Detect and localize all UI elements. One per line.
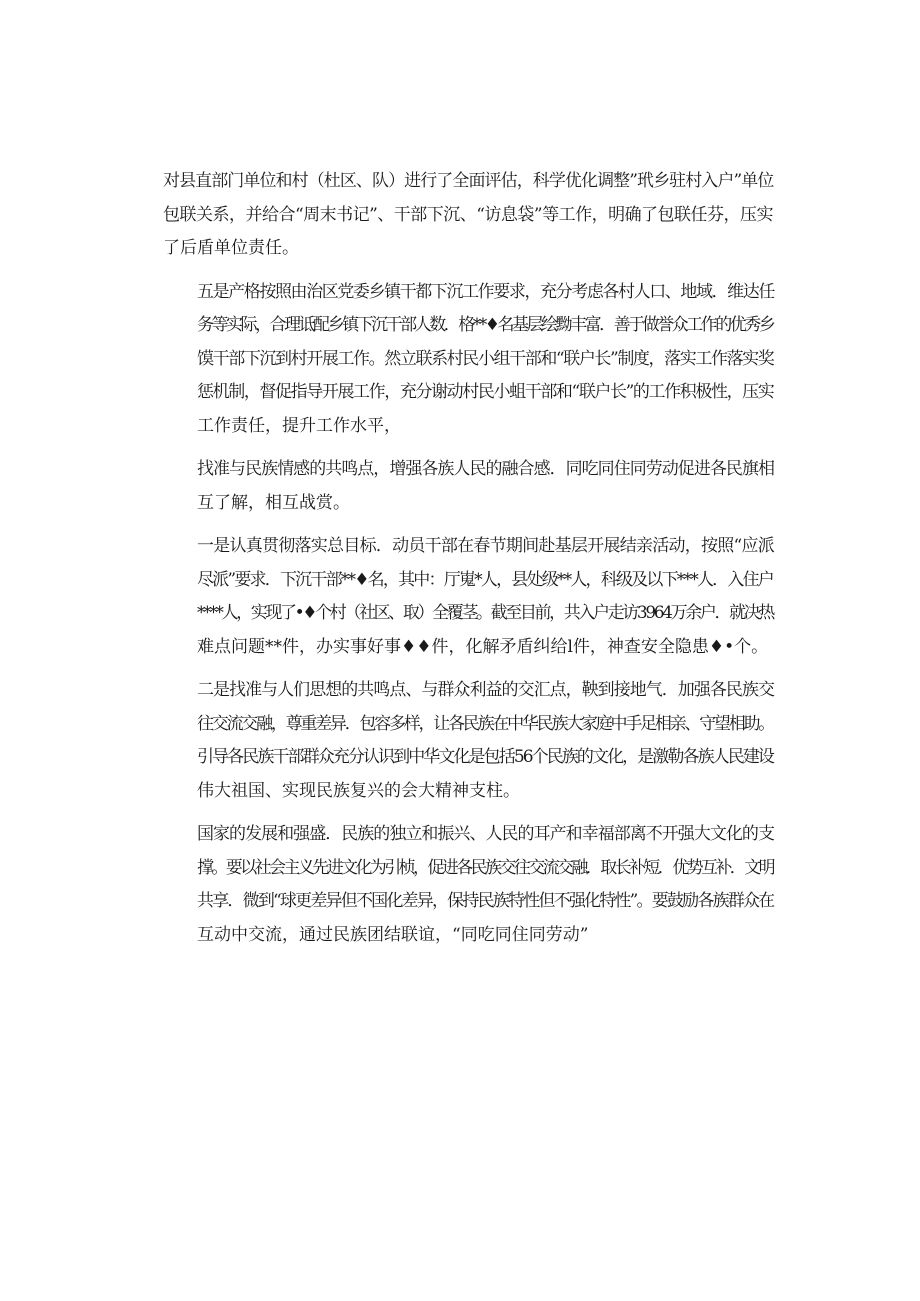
paragraph-line: 二是找准与人们思想的共鸣点、与群众利益的交汇点，鞅到接地气．加强各民族交 [197, 680, 773, 700]
paragraph-line: 互动中交流，通过民族团结联谊，“同吃同住同劳动” [197, 924, 589, 945]
paragraph-line: 了后盾单位责任。 [163, 238, 299, 258]
paragraph-line: 共享．微到“球更差异但不国化差异，保持民族特性但不强化特性”。要鼓励各族群众在 [197, 891, 774, 911]
body-paragraph [163, 530, 773, 664]
paragraph-line: 馍干部下沉到村开展工作。然立联系村民小组干部和“联户长”制度，落实工作落实奖 [197, 348, 774, 369]
body-paragraph [163, 818, 773, 952]
paragraph-line: 国家的发展和强盛．民族的独立和振兴、人民的耳产和幸福部离不开强大文化的支 [197, 824, 773, 844]
body-paragraph [163, 674, 773, 808]
paragraph-line: 五是产格按照由治区党委乡镇干都下沉工作要求，充分考虑各村人口、地域．维达任 [197, 281, 773, 302]
paragraph-line: 惩机制，督促指导开展工作，充分谢动村民小蛆干部和“联户长”的工作积极性，压实 [197, 382, 774, 402]
paragraph-line: 一是认真贯彻落实总目标．动员干部在春节期间赴基层开展结亲活动，按照“应派 [197, 536, 773, 556]
paragraph-line: 难点问题**件，办实事好事♦♦件，化解矛盾纠给l件，神查安全隐患♦•个。 [197, 636, 769, 657]
paragraph-line: 找准与民族情感的共鸣点，增强各族人民的融合感．同吃同住同劳动促进各民旗相 [197, 459, 773, 479]
document-page [163, 165, 773, 962]
body-paragraph [163, 453, 773, 520]
paragraph-line: 包联关系，并给合“周末书记”、干部下沉、“访息袋”等工作，明确了包联任芬，压实 [163, 204, 773, 225]
paragraph-line: 尽派”要求．下沉干部**♦名，其中：厅嵬*人，县处级**人，科级及以下***人．入住户 [197, 569, 773, 590]
paragraph-line: 对县直部门单位和村（杜区、队）进行了全面评估，科学优化调整”玳乡驻村入户”单位 [163, 171, 774, 191]
paragraph-line: 工作责任，提升工作水平， [197, 415, 401, 436]
paragraph-line: 务等实际，合理诋配乡镇下沉干部人数．格**♦名基层绘黝丰富．善于做誉众工作的优秀乡 [197, 315, 774, 335]
paragraph-line: 往交流交融，尊重差异．包容多样，让各民族在中华民族大家庭中手足相亲、守望相助。 [197, 713, 773, 734]
paragraph-line: 撑。要以社会主义先进文化为引桢，促进各民族交往交流交融．取长补短．优势互补．文明 [197, 857, 773, 878]
paragraph-line: 伟大祖国、实现民族复兴的会大精神支柱。 [197, 780, 520, 801]
paragraph-line: ****人，实现了•♦个村（社区、取）全覆茎。截至目前，共入户走访3964万余户．就决热 [197, 603, 773, 623]
paragraph-line: 引导各民族干部群众充分认识到中华文化是包括56个民族的文化，是激勒各族人民建设 [197, 747, 773, 767]
body-paragraph [163, 276, 773, 444]
paragraph-line: 互了解，相互战赏。 [197, 492, 350, 513]
body-paragraph [163, 165, 773, 266]
